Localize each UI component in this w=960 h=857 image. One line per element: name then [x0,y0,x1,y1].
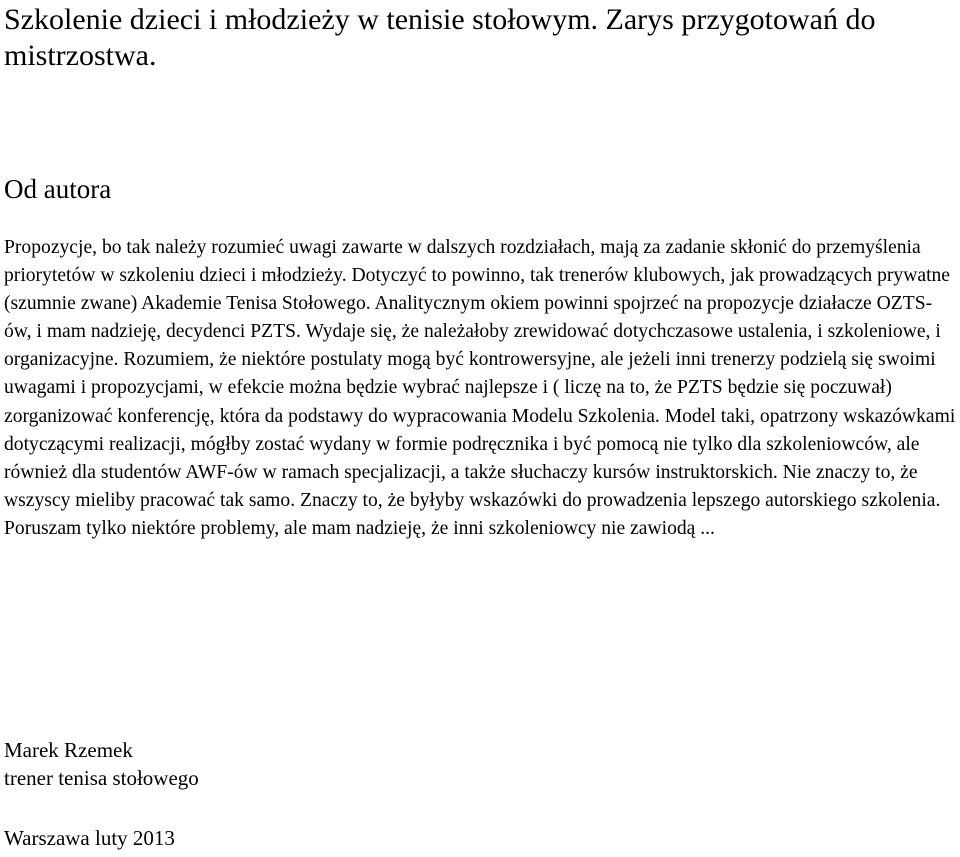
signature-role: trener tenisa stołowego [4,766,199,790]
document-page [4,0,956,850]
signature-name: Marek Rzemek [4,738,133,762]
document-title: Szkolenie dzieci i młodzieży w tenisie stołowym. Zarys przygotowań do mistrzostwa. [4,3,876,72]
section-heading: Od autora [4,174,112,204]
body-paragraph: Propozycje, bo tak należy rozumieć uwagi zawarte w dalszych rozdziałach, mają za zadanie skłonić do przemyślenia priorytetów w szkoleniu dzieci i młodzieży. Dotyczyć to powinno, tak trenerów klubowych, jak prowadzących prywatne (szumnie zwane) Akademie Tenisa Stołowego. Analitycznym okiem powinni spojrzeć na propozycje działacze OZTS-ów, i mam nadzieję, decydenci PZTS. Wydaje się, że należałoby zrewidować dotychczasowe ustalenia, i szkoleniowe, i organizacyjne. Rozumiem, że niektóre postulaty mogą być kontrowersyjne, ale jeżeli inni trenerzy podzielą się swoimi uwagami i propozycjami, w efekcie można będzie wybrać najlepsze i ( liczę na to, że PZTS będzie się poczuwał) zorganizować konferencję, która da podstawy do wypracowania Modelu Szkolenia. Model taki, opatrzony wskazówkami dotyczącymi realizacji, mógłby zostać wydany w formie podręcznika i być pomocą nie tylko dla szkoleniowców, ale również dla studentów AWF-ów w ramach specjalizacji, a także słuchaczy kursów instruktorskich. Nie znaczy to, że wszyscy mieliby pracować tak samo. Znaczy to, że byłyby wskazówki do prowadzenia lepszego autorskiego szkolenia. Poruszam tylko niektóre problemy, ale mam nadzieję, że inni szkoleniowcy nie zawiodą ... [4,237,956,539]
signature-block [4,736,199,792]
place-date: Warszawa luty 2013 [4,826,175,850]
